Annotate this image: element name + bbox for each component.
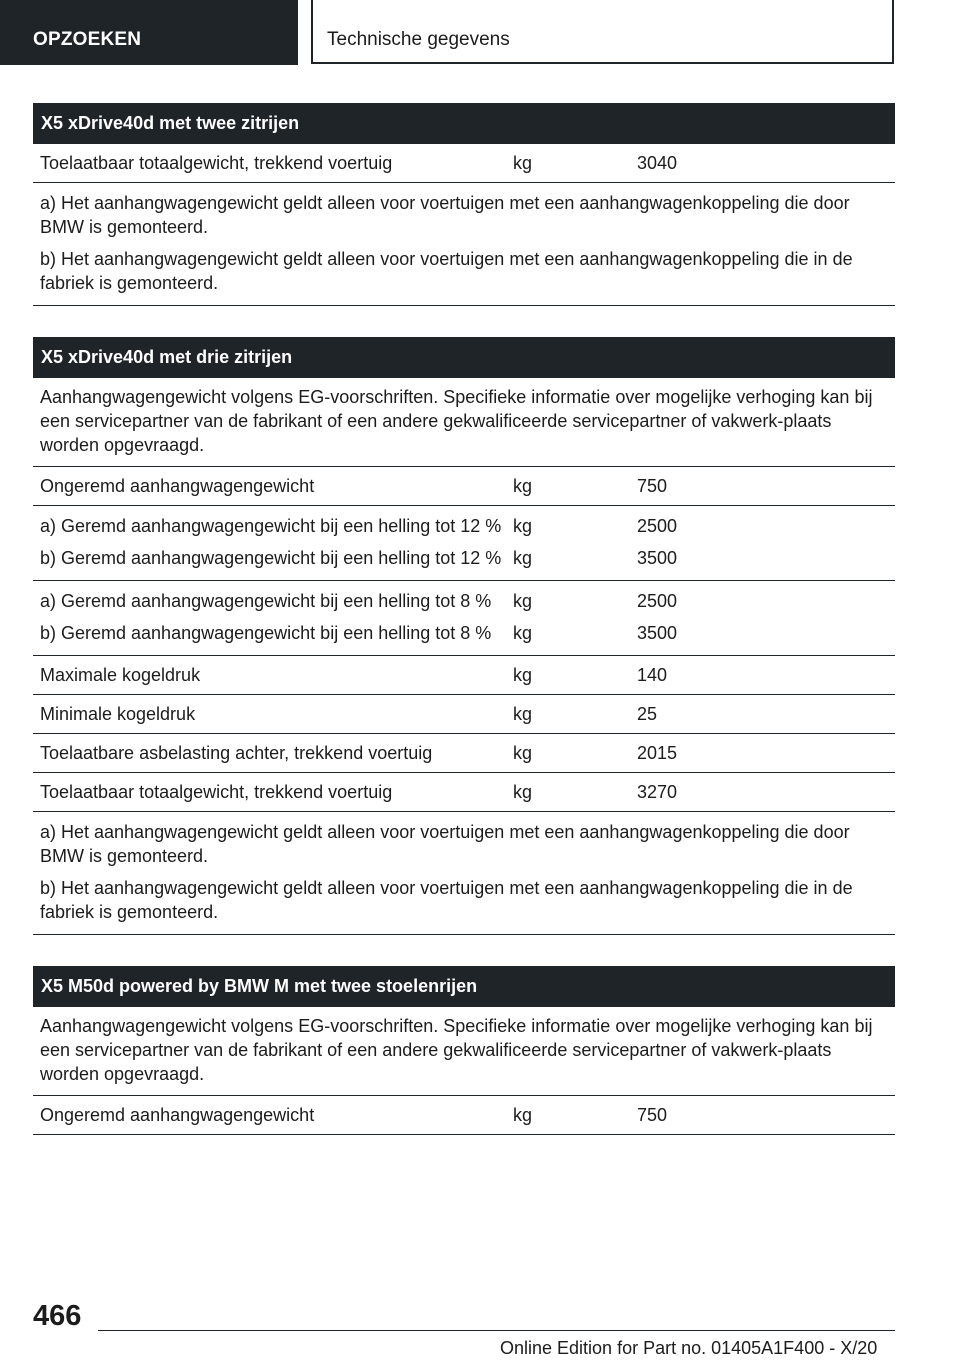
footnotes bbox=[33, 812, 895, 935]
row-value: 25 bbox=[637, 704, 658, 724]
table-row bbox=[33, 506, 895, 581]
section-title: X5 xDrive40d met drie zitrijen bbox=[33, 337, 895, 378]
row-label: Toelaatbare asbelasting achter, trekkend voertuig bbox=[40, 743, 433, 763]
row-value: 3500 bbox=[637, 623, 678, 643]
page-content bbox=[33, 103, 895, 1135]
row-label: Maximale kogeldruk bbox=[40, 665, 201, 685]
row-label: Minimale kogeldruk bbox=[40, 704, 196, 724]
page-number: 466 bbox=[33, 1300, 82, 1332]
row-label: a) Geremd aanhangwagengewicht bij een helling tot 12 % bbox=[40, 516, 502, 536]
intro-paragraph: Aanhangwagengewicht volgens EG-voorschriften. Specifieke informatie over mogelijke verhoging kan bij een servicepartner van de fabrikant of een andere gekwalificeerde servicepartner of vakwerk-plaats worden opgevraagd. bbox=[33, 378, 895, 467]
row-value: 3270 bbox=[637, 782, 678, 802]
row-unit: kg bbox=[513, 623, 533, 643]
row-unit: kg bbox=[513, 743, 533, 763]
table-row bbox=[33, 656, 895, 695]
row-label: Toelaatbaar totaalgewicht, trekkend voertuig bbox=[40, 782, 393, 802]
intro-paragraph: Aanhangwagengewicht volgens EG-voorschriften. Specifieke informatie over mogelijke verhoging kan bij een servicepartner van de fabrikant of een andere gekwalificeerde servicepartner of vakwerk-plaats worden opgevraagd. bbox=[33, 1007, 895, 1096]
row-value: 3500 bbox=[637, 548, 678, 568]
table-row bbox=[33, 467, 895, 506]
row-unit: kg bbox=[513, 591, 533, 611]
row-value: 2015 bbox=[637, 743, 678, 763]
row-unit: kg bbox=[513, 548, 533, 568]
section-title: X5 xDrive40d met twee zitrijen bbox=[33, 103, 895, 144]
row-unit: kg bbox=[513, 782, 533, 802]
row-value: 750 bbox=[637, 1105, 668, 1125]
header-tab: OPZOEKEN bbox=[0, 0, 298, 65]
row-unit: kg bbox=[513, 153, 533, 173]
row-unit: kg bbox=[513, 516, 533, 536]
footnote-b: b) Het aanhangwagengewicht geldt alleen voor voertuigen met een aanhangwagenkoppeling die in de fabriek is gemonteerd. bbox=[40, 249, 853, 293]
table-row bbox=[33, 773, 895, 812]
row-label: Ongeremd aanhangwagengewicht bbox=[40, 476, 315, 496]
row-label: Ongeremd aanhangwagengewicht bbox=[40, 1105, 315, 1125]
table-row bbox=[33, 144, 895, 183]
footnote-a: a) Het aanhangwagengewicht geldt alleen voor voertuigen met een aanhangwagenkoppeling die door BMW is gemonteerd. bbox=[40, 822, 850, 866]
section-title: X5 M50d powered by BMW M met twee stoelenrijen bbox=[33, 966, 895, 1007]
row-value: 750 bbox=[637, 476, 668, 496]
row-value: 140 bbox=[637, 665, 668, 685]
footer-edition: Online Edition for Part no. 01405A1F400 - X/20 bbox=[500, 1338, 878, 1358]
row-unit: kg bbox=[513, 476, 533, 496]
footnotes bbox=[33, 183, 895, 306]
row-label: Toelaatbaar totaalgewicht, trekkend voertuig bbox=[40, 153, 393, 173]
table-row bbox=[33, 1096, 895, 1135]
table-row bbox=[33, 734, 895, 773]
row-unit: kg bbox=[513, 704, 533, 724]
table-row bbox=[33, 581, 895, 656]
header-section-title: Technische gegevens bbox=[311, 0, 894, 64]
row-label: b) Geremd aanhangwagengewicht bij een helling tot 12 % bbox=[40, 548, 502, 568]
row-label: b) Geremd aanhangwagengewicht bij een helling tot 8 % bbox=[40, 623, 492, 643]
footnote-b: b) Het aanhangwagengewicht geldt alleen voor voertuigen met een aanhangwagenkoppeling die in de fabriek is gemonteerd. bbox=[40, 878, 853, 922]
footnote-a: a) Het aanhangwagengewicht geldt alleen voor voertuigen met een aanhangwagenkoppeling die door BMW is gemonteerd. bbox=[40, 193, 850, 237]
row-unit: kg bbox=[513, 665, 533, 685]
row-value: 2500 bbox=[637, 591, 678, 611]
row-value: 2500 bbox=[637, 516, 678, 536]
table-row bbox=[33, 695, 895, 734]
row-unit: kg bbox=[513, 1105, 533, 1125]
row-value: 3040 bbox=[637, 153, 678, 173]
row-label: a) Geremd aanhangwagengewicht bij een helling tot 8 % bbox=[40, 591, 492, 611]
footer-divider bbox=[98, 1330, 895, 1331]
